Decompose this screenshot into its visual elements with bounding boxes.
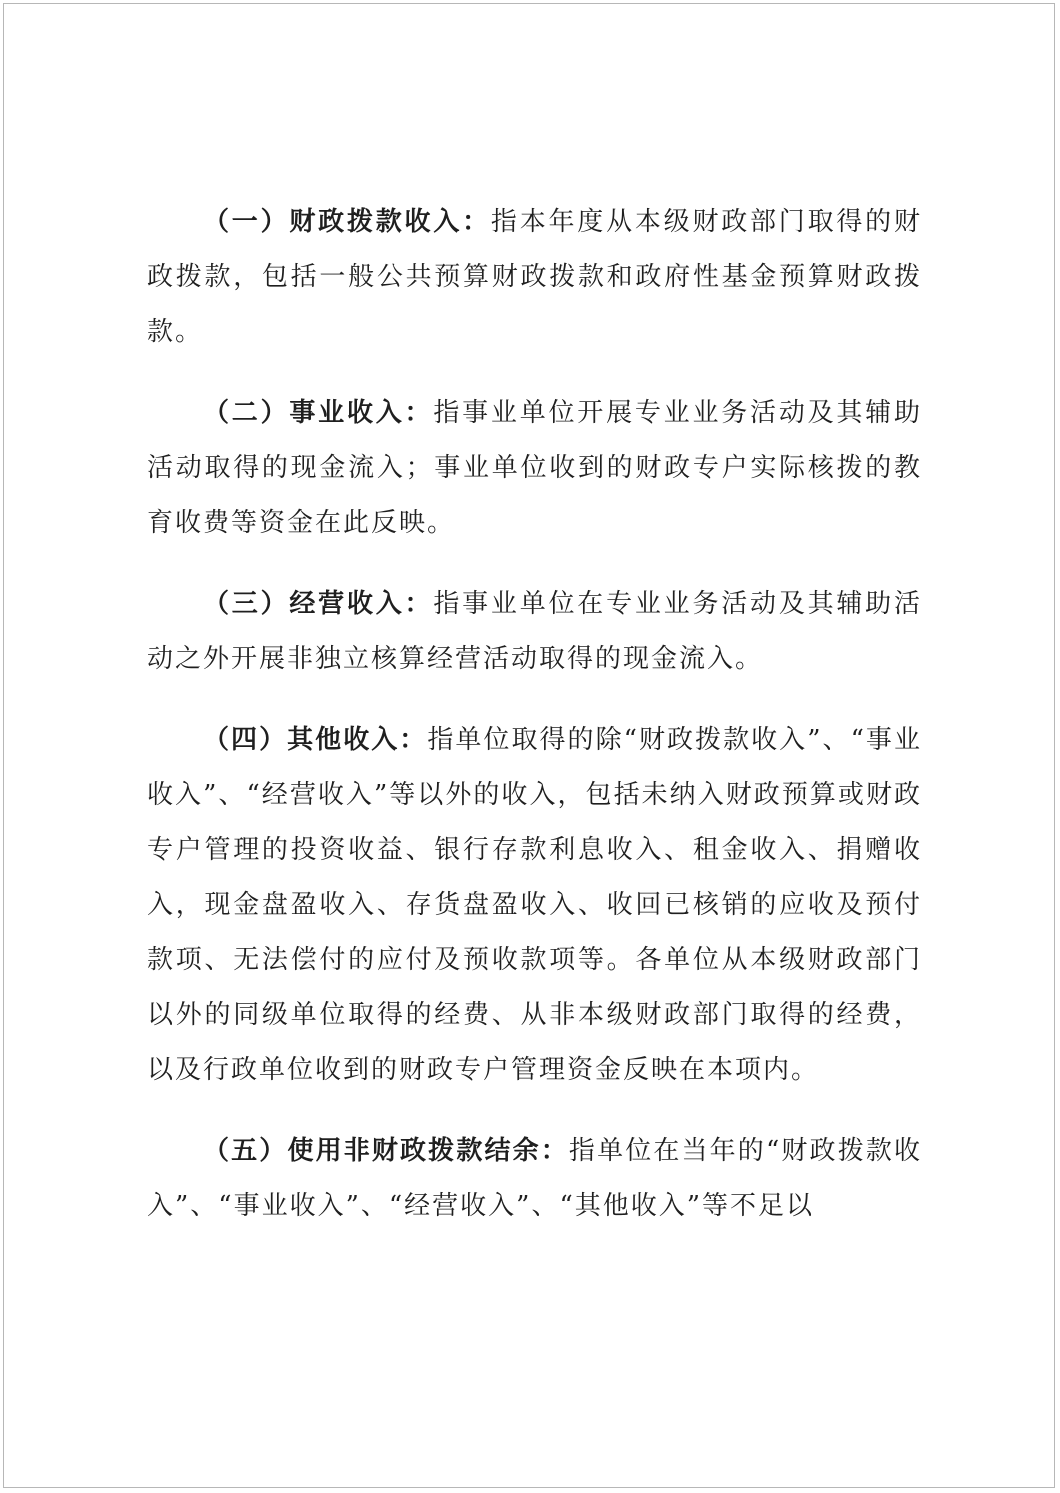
term-definition: 指单位在当年的“财政拨款收入”、“事业收入”、“经营收入”、“其他收入”等不足以 <box>147 1136 922 1221</box>
term-heading: （一）财政拨款收入： <box>203 207 491 237</box>
paragraph-other-income <box>147 713 922 1098</box>
term-heading: （三）经营收入： <box>203 589 434 619</box>
term-heading: （四）其他收入： <box>203 725 428 755</box>
term-heading: （五）使用非财政拨款结余： <box>203 1136 569 1166</box>
paragraph-non-fiscal-balance <box>147 1124 922 1234</box>
document-page <box>3 3 1055 1488</box>
term-heading: （二）事业收入： <box>203 398 434 428</box>
paragraph-fiscal-appropriation-income <box>147 195 922 360</box>
term-definition: 指单位取得的除“财政拨款收入”、“事业收入”、“经营收入”等以外的收入，包括未纳入财政预算或财政专户管理的投资收益、银行存款利息收入、租金收入、捐赠收入，现金盘盈收入、存货盘盈收入、收回已核销的应收及预付款项、无法偿付的应付及预收款项等。各单位从本级财政部门以外的同级单位取得的经费、从非本级财政部门取得的经费，以及行政单位收到的财政专户管理资金反映在本项内。 <box>147 725 922 1085</box>
term-definition: 指事业单位开展专业业务活动及其辅助活动取得的现金流入；事业单位收到的财政专户实际核拨的教育收费等资金在此反映。 <box>147 398 922 538</box>
paragraph-operating-income <box>147 577 922 687</box>
paragraph-business-income <box>147 386 922 551</box>
term-definition: 指事业单位在专业业务活动及其辅助活动之外开展非独立核算经营活动取得的现金流入。 <box>147 589 922 674</box>
term-definition: 指本年度从本级财政部门取得的财政拨款，包括一般公共预算财政拨款和政府性基金预算财政拨款。 <box>147 207 922 347</box>
document-body <box>147 195 922 1260</box>
